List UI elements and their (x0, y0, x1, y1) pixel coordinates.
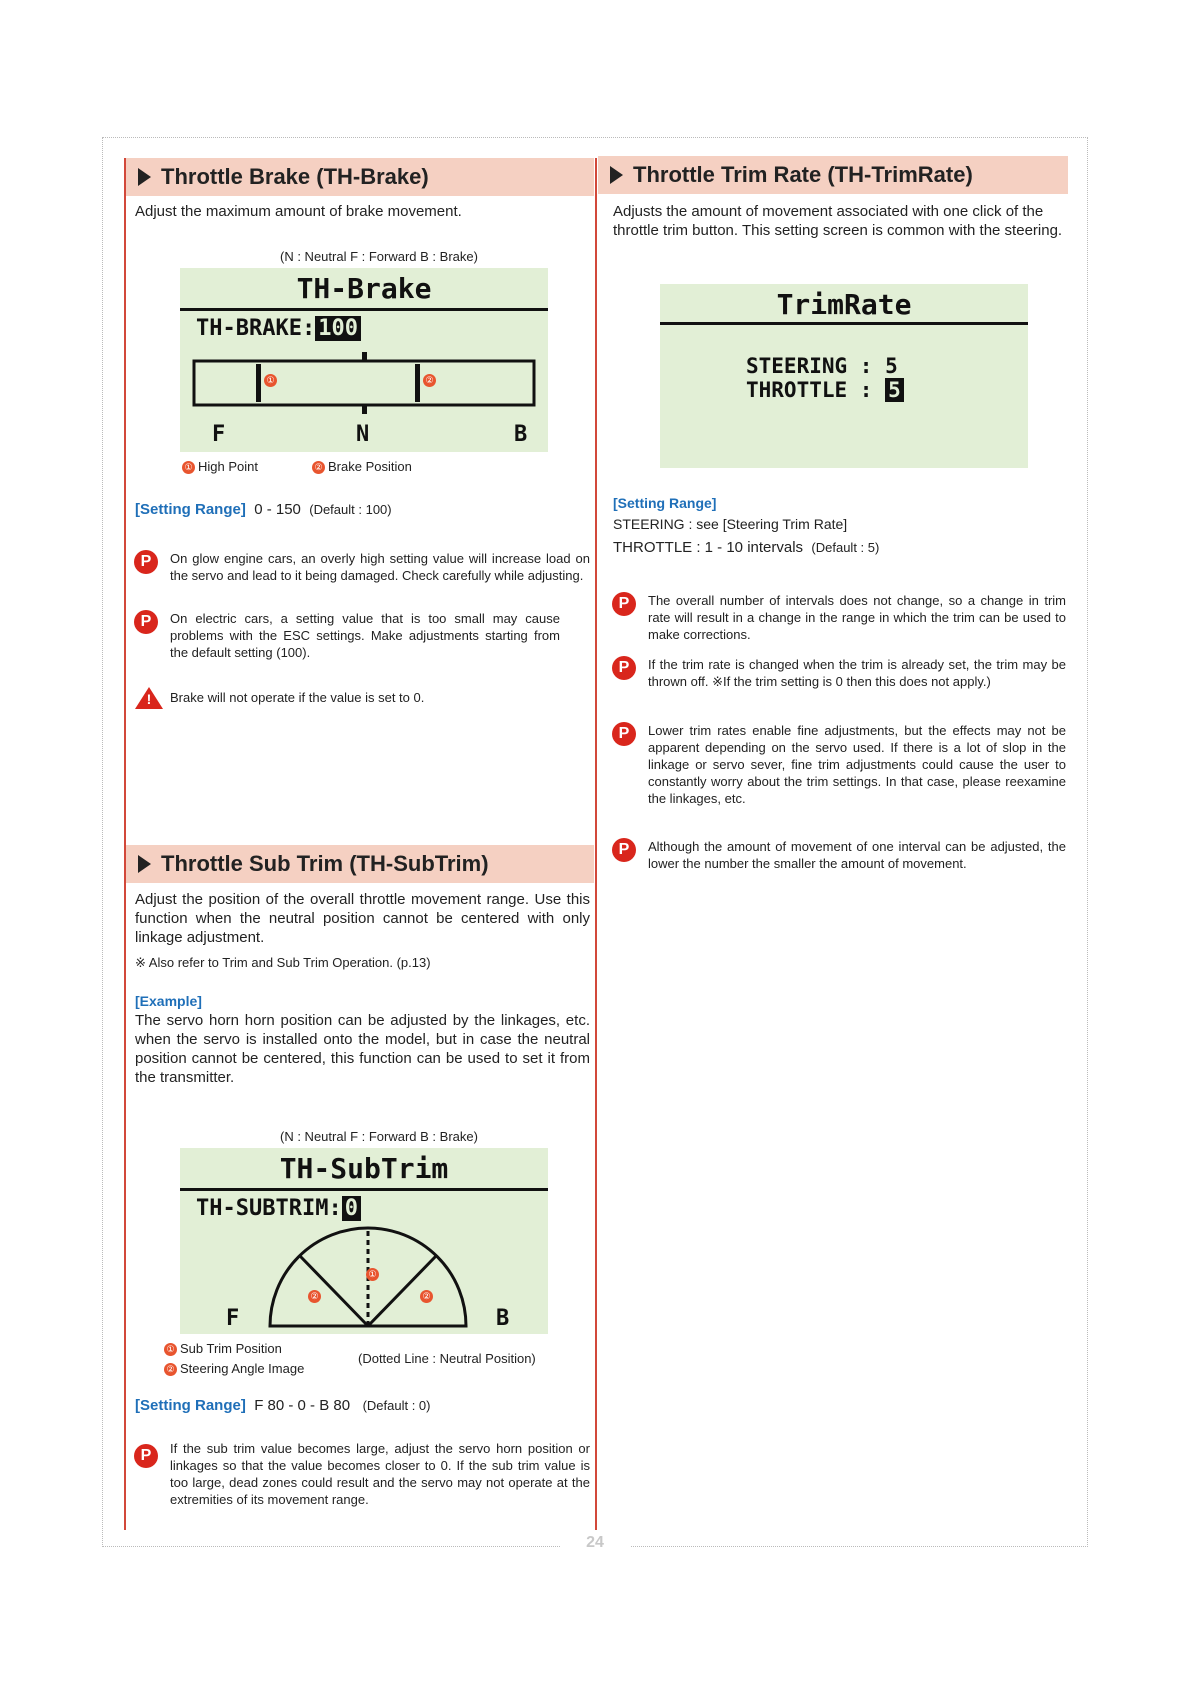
range-box (194, 361, 534, 405)
brake-position-marker (415, 364, 420, 402)
lcd-row-label: THROTTLE : (746, 378, 873, 402)
left-column-rule (124, 158, 126, 1530)
trimrate-range-steering: STEERING : see [Steering Trim Rate] (613, 516, 848, 532)
section-header-th-brake (126, 158, 594, 196)
callout-number-2: ② (312, 461, 325, 474)
lcd-param-value: 100 (315, 316, 361, 341)
lcd-row-value: 5 (885, 378, 904, 402)
brake-point-note-1 (134, 550, 590, 606)
point-icon: P (612, 656, 636, 680)
callout-text: Brake Position (328, 459, 412, 474)
column-divider (595, 158, 597, 1530)
point-icon: P (612, 722, 636, 746)
neutral-tick-bottom (362, 405, 367, 414)
lcd-label-f: F (226, 1306, 240, 1331)
point-icon: P (612, 592, 636, 616)
note-text: Although the amount of movement of one interval can be adjusted, the lower the number the smaller the amount of movement. (648, 839, 1066, 871)
trimrate-point-note-4 (612, 838, 1068, 894)
callout-brake-position (312, 458, 412, 475)
lcd-title-rule (660, 322, 1028, 325)
subtrim-point-note-1 (134, 1440, 590, 1530)
trimrate-range-throttle (613, 538, 1068, 557)
th-brake-lcd-screen (180, 268, 548, 452)
warning-glyph: ! (146, 691, 152, 707)
callout-number-1: ① (164, 1343, 177, 1356)
note-text: On glow engine cars, an overly high setting value will increase load on the servo and lead to it being damaged. Check carefully while adjusting. (170, 551, 590, 583)
neutral-tick-top (362, 352, 367, 361)
lcd-label-f: F (212, 422, 226, 447)
callout-text: High Point (198, 459, 258, 474)
lcd-label-b: B (496, 1306, 510, 1331)
section-title: Throttle Sub Trim (TH-SubTrim) (161, 851, 489, 876)
section-title: Throttle Trim Rate (TH-TrimRate) (633, 162, 973, 187)
marker-1-label: ① (366, 1268, 379, 1281)
triangle-bullet-icon (610, 166, 623, 184)
triangle-bullet-icon (138, 168, 151, 186)
subtrim-setting-range (135, 1396, 431, 1415)
lcd-title: TrimRate (776, 288, 912, 321)
setting-range-value: 0 - 150 (254, 501, 301, 518)
trimrate-intro: Adjusts the amount of movement associated with one click of the throttle trim button. This setting screen is common with the steering. (613, 203, 1063, 239)
marker-2-label: ② (423, 374, 436, 387)
note-text: On electric cars, a setting value that is too small may cause problems with the ESC settings. Make adjustments starting from the default setting (100). (170, 611, 560, 660)
point-icon: P (134, 550, 158, 574)
subtrim-reference: ※ Also refer to Trim and Sub Trim Operation. (p.13) (135, 955, 431, 970)
lcd-label-n: N (356, 422, 370, 447)
callout-number-1: ① (182, 461, 195, 474)
callout-number-2: ② (164, 1363, 177, 1376)
trimrate-point-note-3 (612, 722, 1068, 822)
section-header-th-subtrim (126, 845, 594, 883)
page-number: 24 (560, 1534, 630, 1552)
marker-1-label: ① (264, 374, 277, 387)
section-title: Throttle Brake (TH-Brake) (161, 164, 429, 189)
marker-2-left-label: ② (308, 1290, 321, 1303)
subtrim-legend: (N : Neutral F : Forward B : Brake) (280, 1129, 478, 1144)
setting-range-value: F 80 - 0 - B 80 (254, 1397, 351, 1414)
lcd-row-value: 5 (885, 354, 898, 378)
warning-text: Brake will not operate if the value is set to 0. (170, 690, 425, 705)
lcd-row-throttle (746, 378, 904, 402)
brake-setting-range (135, 500, 392, 519)
note-text: The overall number of intervals does not change, so a change in trim rate will result in a change in the range in which the trim can be used to make corrections. (648, 593, 1066, 642)
range-default: (Default : 5) (811, 540, 880, 555)
th-subtrim-lcd-screen (180, 1148, 548, 1334)
lcd-title: TH-Brake (296, 272, 432, 305)
point-icon: P (612, 838, 636, 862)
setting-range-default: (Default : 100) (309, 502, 392, 517)
lcd-row-label: STEERING : (746, 354, 873, 378)
example-text: The servo horn horn position can be adjusted by the linkages, etc. when the servo is installed onto the model, but in case the neutral position cannot be centered, this function can be used to set it from the transmitter. (135, 1012, 590, 1086)
point-icon: P (134, 610, 158, 634)
dotted-line-note: (Dotted Line : Neutral Position) (358, 1351, 536, 1366)
trimrate-point-note-1 (612, 592, 1068, 648)
lcd-param-label: TH-SUBTRIM: (196, 1196, 342, 1221)
lcd-param-value: 0 (342, 1196, 361, 1221)
callout-sub-trim-position (164, 1340, 282, 1357)
high-point-marker (256, 364, 261, 402)
trimrate-lcd-screen (660, 284, 1028, 468)
range-main: THROTTLE : 1 - 10 intervals (613, 539, 804, 556)
lcd-row-steering (746, 354, 898, 378)
callout-steering-angle (164, 1360, 304, 1377)
callout-text: Steering Angle Image (180, 1361, 305, 1376)
brake-intro: Adjust the maximum amount of brake movement. (135, 203, 462, 220)
note-text: Lower trim rates enable fine adjustments, but the effects may not be apparent depending on the servo used. If there is a lot of slop in the linkage or servo sever, fine trim adjustments could cause the user to constantly worry about the trim settings. In that case, please reexamine the linkages, etc. (648, 723, 1066, 806)
lcd-param-label: TH-BRAKE: (196, 316, 316, 341)
callout-high-point (182, 458, 258, 475)
setting-range-label: [Setting Range] (135, 501, 246, 518)
triangle-bullet-icon (138, 855, 151, 873)
note-text: If the trim rate is changed when the trim is already set, the trim may be thrown off. ※If the trim setting is 0 then this does not apply.) (648, 657, 1066, 689)
note-text: If the sub trim value becomes large, adjust the servo horn position or linkages so that the value becomes closer to 0. If the sub trim value is too large, dead zones could result and the servo may not operate at the extremities of its movement range. (170, 1441, 590, 1507)
brake-point-note-2 (134, 610, 590, 666)
setting-range-label: [Setting Range] (135, 1397, 246, 1414)
section-header-th-trimrate (598, 156, 1068, 194)
brake-legend: (N : Neutral F : Forward B : Brake) (280, 249, 478, 264)
point-icon: P (134, 1444, 158, 1468)
callout-text: Sub Trim Position (180, 1341, 282, 1356)
setting-range-default: (Default : 0) (362, 1398, 431, 1413)
trimrate-setting-range-label: [Setting Range] (613, 495, 717, 511)
brake-warning (134, 686, 590, 712)
marker-2-right-label: ② (420, 1290, 433, 1303)
lcd-title: TH-SubTrim (279, 1152, 449, 1185)
trimrate-point-note-2 (612, 656, 1068, 712)
subtrim-intro: Adjust the position of the overall throttle movement range. Use this function when the neutral position cannot be centered with only linkage adjustment. (135, 891, 590, 946)
example-label: [Example] (135, 993, 202, 1009)
lcd-label-b: B (514, 422, 528, 447)
